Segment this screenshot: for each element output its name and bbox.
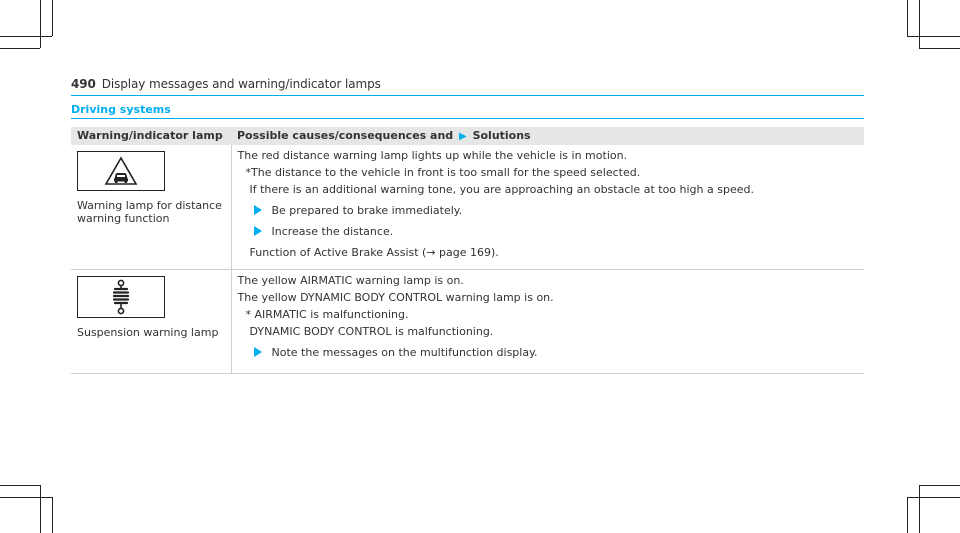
cause-text: *The distance to the vehicle in front is too small for the speed selected. <box>245 166 641 179</box>
table-row <box>71 270 864 374</box>
lamp-caption: Warning lamp for distance warning function <box>77 199 222 225</box>
cause-text: The yellow AIRMATIC warning lamp is on. <box>237 274 464 287</box>
cause-text: The yellow DYNAMIC BODY CONTROL warning lamp is on. <box>237 291 554 304</box>
step-arrow-icon <box>254 347 262 357</box>
column-header-lamp: Warning/indicator lamp <box>71 127 231 145</box>
causes-cell <box>231 270 864 374</box>
crop-mark <box>907 36 960 37</box>
cause-text: DYNAMIC BODY CONTROL is malfunctioning. <box>249 325 494 338</box>
page-number: 490 <box>71 77 96 91</box>
cause-text: If there is an additional warning tone, you are approaching an obstacle at too high a speed. <box>249 183 754 196</box>
crop-mark <box>907 497 908 533</box>
lamp-symbol-box <box>77 276 165 318</box>
crop-mark <box>919 485 960 486</box>
header-divider <box>71 95 864 96</box>
crop-mark <box>52 497 53 533</box>
table-header-row <box>71 127 864 145</box>
solution-step <box>254 204 859 217</box>
lamp-cell <box>71 270 231 374</box>
lamp-symbol-box <box>77 151 165 191</box>
lamp-cell <box>71 145 231 270</box>
column-header-causes <box>231 127 864 145</box>
crop-mark <box>919 0 920 48</box>
solution-arrow-icon: ▶ <box>459 131 467 142</box>
crop-mark <box>40 0 41 48</box>
page-header <box>71 77 381 91</box>
crop-mark <box>919 485 920 533</box>
solution-step-text: Note the messages on the multifunction display. <box>271 346 538 359</box>
step-arrow-icon <box>254 226 262 236</box>
crop-mark <box>0 36 52 37</box>
crop-mark <box>0 497 52 498</box>
cross-reference[interactable]: Function of Active Brake Assist (→ page 169). <box>249 246 499 259</box>
page-header-title: Display messages and warning/indicator lamps <box>101 77 381 91</box>
lamp-caption: Suspension warning lamp <box>77 326 219 339</box>
cause-text: * AIRMATIC is malfunctioning. <box>245 308 409 321</box>
solution-step <box>254 225 859 238</box>
section-divider <box>71 118 864 119</box>
table-row <box>71 145 864 270</box>
column-header-causes-text: Possible causes/consequences and <box>237 129 454 142</box>
crop-mark <box>40 485 41 533</box>
section-title: Driving systems <box>71 103 171 116</box>
column-header-solutions-text: Solutions <box>472 129 531 142</box>
collision-warning-icon <box>104 156 138 186</box>
solution-step <box>254 346 859 359</box>
warning-lamp-table <box>71 127 864 374</box>
crop-mark <box>919 48 960 49</box>
causes-cell <box>231 145 864 270</box>
crop-mark <box>52 0 53 36</box>
solution-step-text: Increase the distance. <box>271 225 394 238</box>
crop-mark <box>0 485 40 486</box>
suspension-icon <box>111 279 131 315</box>
crop-mark <box>0 48 40 49</box>
step-arrow-icon <box>254 205 262 215</box>
crop-mark <box>907 497 960 498</box>
crop-mark <box>907 0 908 36</box>
cause-text: The red distance warning lamp lights up while the vehicle is in motion. <box>237 149 628 162</box>
solution-step-text: Be prepared to brake immediately. <box>271 204 463 217</box>
